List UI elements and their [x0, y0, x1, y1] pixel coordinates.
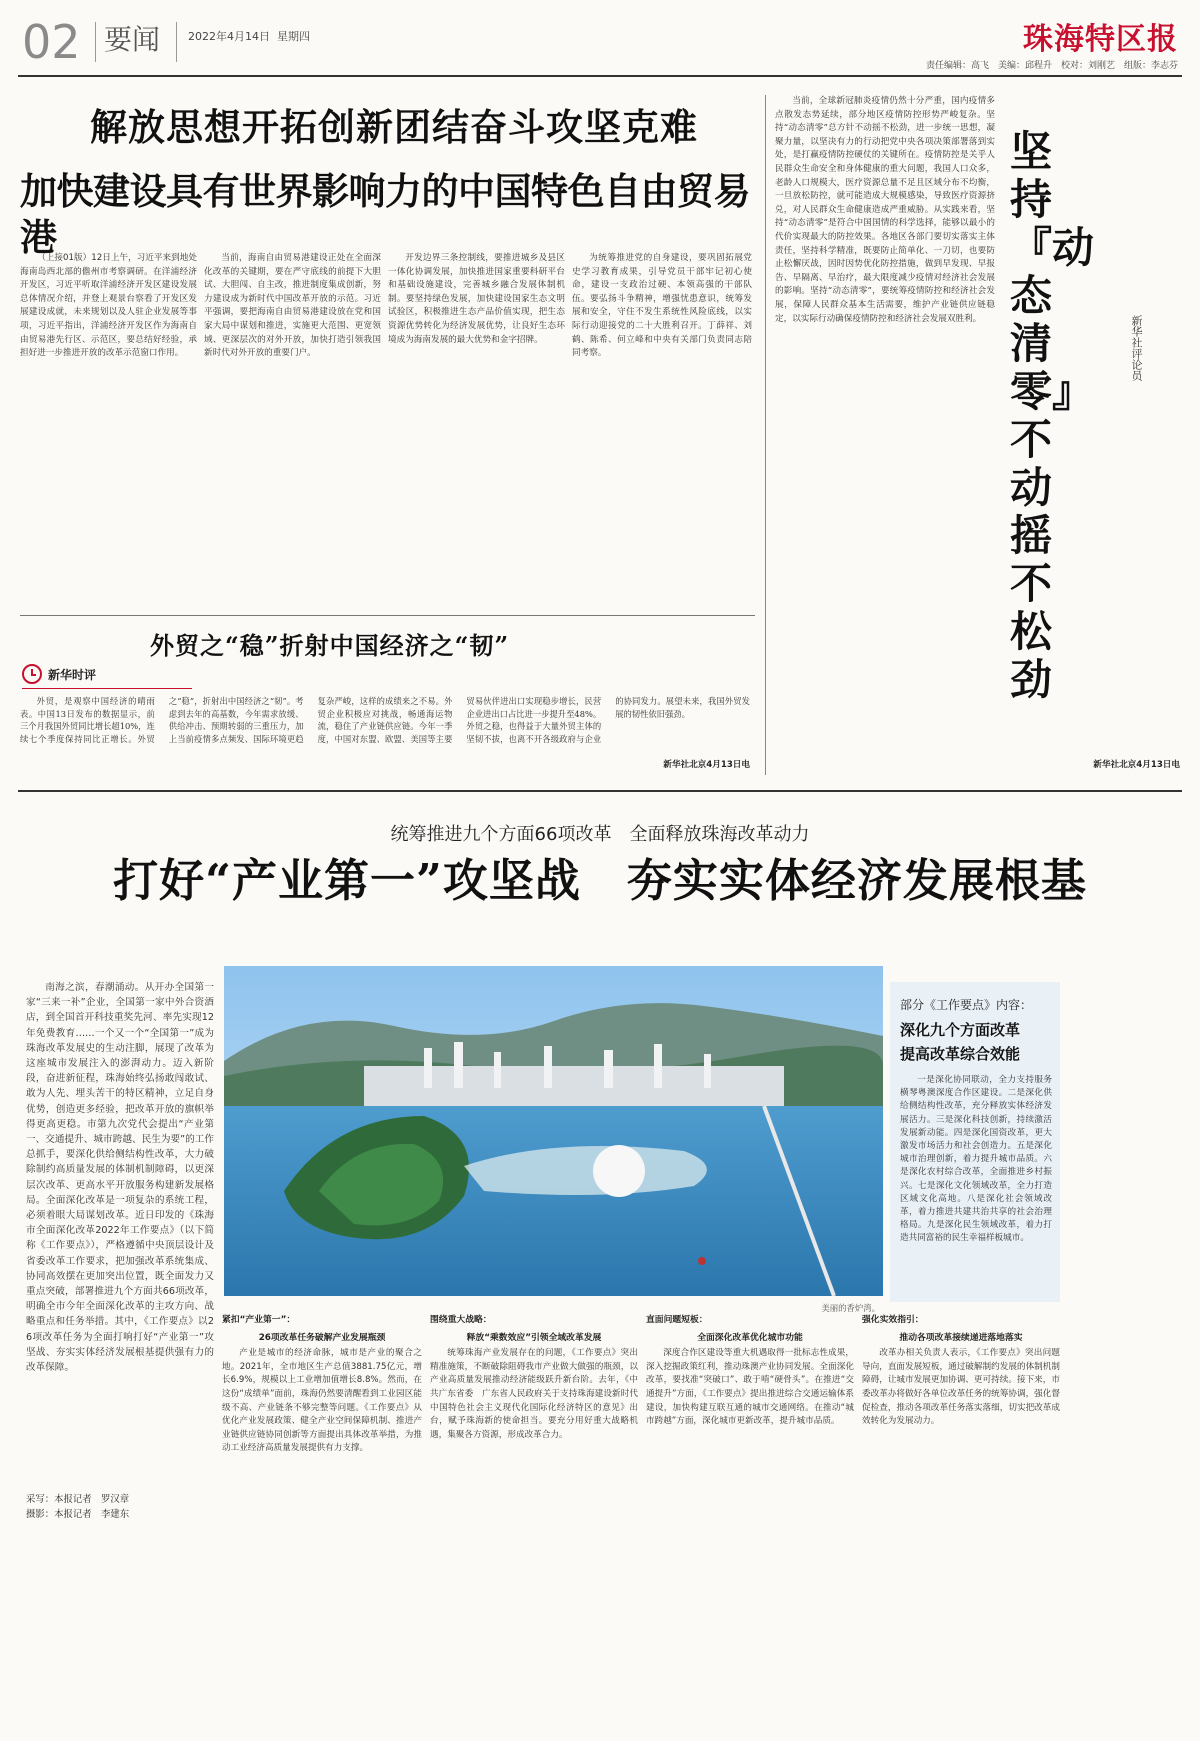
article-2-subhead: 围绕重大战略：	[430, 1315, 492, 1325]
foreign-trade-body	[20, 695, 750, 760]
photographer-credit: 摄影：本报记者 李建东	[26, 1509, 130, 1520]
article-1-kicker: 紧扣“产业第一”：	[222, 1315, 296, 1325]
photo-caption: 美丽的香炉湾。	[821, 1303, 880, 1313]
page-number: 02	[22, 15, 81, 69]
article-3-subhead-2: 全面深化改革优化城市功能	[697, 1332, 803, 1343]
lead-column-4-text: 为统筹推进党的自身建设，要巩固拓展党史学习教育成果，引导党员干部牢记初心使命，建设一支政治过硬、本领高强的干部队伍。要弘扬斗争精神，增强忧患意识，统筹发展和安全，守住不发生系统性风险底线，以实际行动迎接党的二十大胜利召开。丁薛祥、刘鹤、陈希、何立峰和中央有关部门负责同志陪同考察。	[572, 253, 752, 359]
weekday-text: 星期四	[277, 30, 310, 43]
feature-credits	[26, 1492, 216, 1522]
lead-column-1	[20, 252, 197, 604]
lead-column-2-text: 当前，海南自由贸易港建设正处在全面深化改革的关键期，要在严守底线的前提下大胆试、大胆闯、自主改，推进制度集成创新，努力建设成为新时代中国改革开放的示范。习近平强调，要把海南自由贸易港建设放在党和国家大局中谋划和推进，实施更大范围、更宽领域、更深层次的对外开放，加快打造引领我国新时代对外开放的重要门户。	[204, 253, 381, 359]
lead-column-1-text: （上接01版）12日上午，习近平来到地处海南岛西北部的儋州市考察调研。在洋浦经济开发区，习近平听取洋浦经济开发区建设发展总体情况介绍，并登上观景台察看了开发区发展建设成就，未来规划以及人驻企业发展等事项，习近平指出，洋浦经济开发区作为海南自由贸易港先行区、示范区，要总结好经验，承担好进一步推进开放的改革示范窗口作用。	[20, 253, 197, 359]
header-divider	[95, 22, 96, 62]
article-4-body: 改革办相关负责人表示，《工作要点》突出问题导向，直面发展短板，通过破解制约发展的体制机制障碍，让城市发展更加协调、更可持续。接下来，市委改革办将做好各单位改革任务的统筹协调，强化督促检查，推动各项改革任务落实落细，切实把改革成效转化为发展动力。	[862, 1348, 1060, 1427]
lead-bottom-rule	[20, 615, 755, 616]
lead-column-4	[572, 252, 752, 604]
lead-column-3-text: 开发边界三条控制线，要推进城乡及县区一体化协调发展，加快推进国家重要科研平台和基础设施建设，完善城乡融合发展体制机制。要坚持绿色发展，加快建设国家生态文明试验区，积极推进生态产品价值实现，把生态资源优势转化为经济发展优势，让良好生态环境成为海南发展的最大优势和金字招牌。	[388, 253, 565, 345]
feature-article-1	[222, 1310, 422, 1730]
reform-points-body	[900, 1074, 1052, 1289]
xinhua-commentary-label: 新华时评	[48, 667, 97, 682]
article-2-body: 统筹珠海产业发展存在的问题，《工作要点》突出精准施策，不断破除阻碍我市产业做大做强的瓶颈，以产业高质量发展推动经济能级跃升新台阶。去年，《中共广东省委 广东省人民政府关于支持珠海建设新时代中国特色社会主义现代化国际化经济特区的意见》出台，赋予珠海新的使命担当。要充分用好重大战略机遇，集聚各方资源，形成改革合力。	[430, 1348, 638, 1440]
reform-points-kicker: 部分《工作要点》内容：	[900, 998, 1033, 1012]
feature-intro	[26, 980, 214, 1485]
editor-credits: 责任编辑：高飞 美编：邱程升 校对：刘刚艺 组版：李志芬	[925, 61, 1178, 71]
masthead-logo: 珠海特区报	[1023, 22, 1178, 57]
xinhua-commentary-badge	[22, 664, 96, 684]
commentary-text: 当前，全球新冠肺炎疫情仍然十分严重，国内疫情多点散发态势延续，部分地区疫情防控形势严峻复杂。坚持“动态清零”总方针不动摇不松劲，进一步统一思想，凝聚力量，以坚决有力的行动把党中央各项决策部署落到实处，是打赢疫情防控硬仗的关键所在。疫情防控是关乎人民群众生命安全和身体健康的重大问题，我国人口众多，老龄人口规模大，医疗资源总量不足且区域分布不均衡，一旦放松防控，就可能造成大规模感染，导致医疗资源挤兑，对人民群众生命健康造成严重威胁。从实践来看，坚持“动态清零”是符合中国国情的科学选择，能够以最小的代价实现最大的防控效果。各地区各部门要切实落实主体责任，坚持科学精准，既要防止简单化、一刀切，也要防止松懈厌战，因时因势优化防控措施，做到早发现、早报告、早隔离、早治疗，最大限度减少疫情对经济社会发展的影响。坚持“动态清零”，要统筹疫情防控和经济社会发展，保障人民群众基本生活需要，维护产业链供应链稳定，以实际行动确保疫情防控和经济社会发展双胜利。	[775, 96, 995, 324]
lead-title-line2: 加快建设具有世界影响力的中国特色自由贸易港	[20, 169, 750, 259]
reporter-credit: 采写：本报记者 罗汉章	[26, 1494, 130, 1505]
section-divider	[18, 790, 1182, 792]
header-divider-2	[176, 22, 177, 62]
feature-title: 打好“产业第一”攻坚战 夯实实体经济发展根基	[113, 854, 1087, 907]
date-text: 2022年4月14日	[188, 30, 270, 43]
section-name: 要闻	[104, 23, 161, 56]
article-4-subhead: 强化实效指引：	[862, 1315, 924, 1325]
article-3-subhead: 直面问题短板：	[646, 1315, 708, 1325]
reform-points-text: 一是深化协同联动，全力支持服务横琴粤澳深度合作区建设。二是深化供给侧结构性改革，充分释放实体经济发展活力。三是深化科技创新，持续激活发展新动能。四是深化国资改革，更大激发市场活力和社会创造力。五是深化城市治理创新，着力提升城市品质。六是深化农村综合改革，全面推进乡村振兴。七是深化文化领域改革，全力打造区域文化高地。八是深化社会领域改革，着力推进共建共治共享的社会治理格局。九是深化民生领域改革，着力打造共同富裕的民生幸福样板城市。	[900, 1075, 1052, 1244]
clock-icon	[22, 664, 42, 684]
reform-points-title: 深化九个方面改革 提高改革综合效能	[900, 1021, 1021, 1063]
commentary-left-rule	[765, 95, 766, 775]
article-3-body: 深度合作区建设等重大机遇取得一批标志性成果，深入挖掘政策红利，推动珠澳产业协同发展。全面深化改革，要找准“突破口”、敢于啃“硬骨头”。在推进“交通提升”方面，《工作要点》提出推进综合交通运输体系建设，加快构建互联互通的城市交通网络。在推动“城市跨越”方面，深化城市更新改革，提升城市品质。	[646, 1348, 854, 1427]
feature-article-4	[862, 1310, 1060, 1730]
feature-article-3	[646, 1310, 854, 1730]
commentary-byline: 新华社北京4月13日电	[1093, 760, 1180, 770]
article-1-body: 产业是城市的经济命脉，城市是产业的聚合之地。2021年，全市地区生产总值3881.75亿元，增长6.9%，规模以上工业增加值增长8.8%。然而，在这份“成绩单”面前，珠海仍然要清醒看到工业园区能级不高、产业链条不够完整等问题。《工作要点》从优化产业发展政策、健全产业空间保障机制、推进产业链供应链协同创新等方面提出具体改革举措，为推动工业经济高质量发展提供有力支撑。	[222, 1348, 422, 1454]
feature-intro-text: 南海之滨，春潮涌动。从开办全国第一家“三来一补”企业，全国第一家中外合资酒店，到全国首开科技重奖先河、率先实现12年免费教育……一个又一个“全国第一”成为珠海改革发展史的生动注脚，展现了改革为这座城市发展注入的澎湃动力。迈入新阶段，奋进新征程，珠海始终弘扬敢闯敢试、敢为人先、埋头苦干的特区精神，立足自身优势，创造更多经验，把改革开放的旗帜举得更高更稳。市第九次党代会提出“产业第一、交通提升、城市跨越、民生为要”的工作总抓手，要深化供给侧结构性改革，大力破除制约高质量发展的体制机制障碍，以更深层次改革、更高水平开放服务构建新发展格局。全面深化改革是一项复杂的系统工程，必须着眼大局谋划改革。近日印发的《珠海市全面深化改革2022年工作要点》（以下简称《工作要点》），严格遵循中央顶层设计及省委改革工作要求，把加强改革系统集成、协同高效摆在更加突出位置，既全面发力又重点突破，部署推进九个方面共66项改革，明确全市今年全面深化改革的主攻方向、战略重点和任务举措。其中，《工作要点》以26项改革任务为全面打响打好“产业第一”攻坚战、夯实实体经济发展根基提供强有力的改革保障。	[26, 982, 214, 1374]
commentary-title: 坚持『动态清零』不动摇不松劲	[1010, 127, 1095, 704]
issue-date	[188, 28, 310, 44]
article-1-subhead: 26项改革任务破解产业发展瓶颈	[258, 1332, 386, 1343]
feature-article-2	[430, 1310, 638, 1730]
foreign-trade-title: 外贸之“稳”折射中国经济之“韧”	[150, 631, 510, 660]
lead-column-2	[204, 252, 381, 604]
badge-underline	[22, 688, 192, 689]
bay-aerial-illustration	[224, 966, 883, 1296]
lead-title-line1: 解放思想开拓创新团结奋斗攻坚克难	[90, 105, 698, 149]
header-rule	[18, 75, 1182, 77]
commentary-label: 新华社评论员	[1130, 315, 1143, 381]
commentary-body	[775, 95, 995, 755]
article-2-subhead-2: 释放“乘数效应”引领全域改革发展	[466, 1332, 602, 1343]
lead-column-3	[388, 252, 565, 604]
article-4-subhead-2: 推动各项改革接续递进落地落实	[899, 1332, 1023, 1343]
foreign-trade-byline: 新华社北京4月13日电	[663, 760, 750, 770]
feature-kicker: 统筹推进九个方面66项改革 全面释放珠海改革动力	[390, 824, 810, 845]
foreign-trade-text: 外贸，是观察中国经济的晴雨表。中国13日发布的数据显示，前三个月我国外贸同比增长超10%，连续七个季度保持同比正增长。外贸之“稳”，折射出中国经济之“韧”。考虑到去年的高基数，今年需求放缓、供给冲击、预期转弱的三重压力，加上当前疫情多点频发、国际环境更趋复杂严峻，这样的成绩来之不易。外贸企业积极应对挑战，畅通海运物流，稳住了产业链供应链。今年一季度，中国对东盟、欧盟、美国等主要贸易伙伴进出口实现稳步增长，民营企业进出口占比进一步提升至48%。外贸之稳，也得益于大量外贸主体的坚韧不拔，也离不开各级政府与企业的协同发力。展望未来，我国外贸发展的韧性依旧强劲。	[20, 696, 750, 744]
xianglu-bay-photo	[224, 966, 883, 1296]
